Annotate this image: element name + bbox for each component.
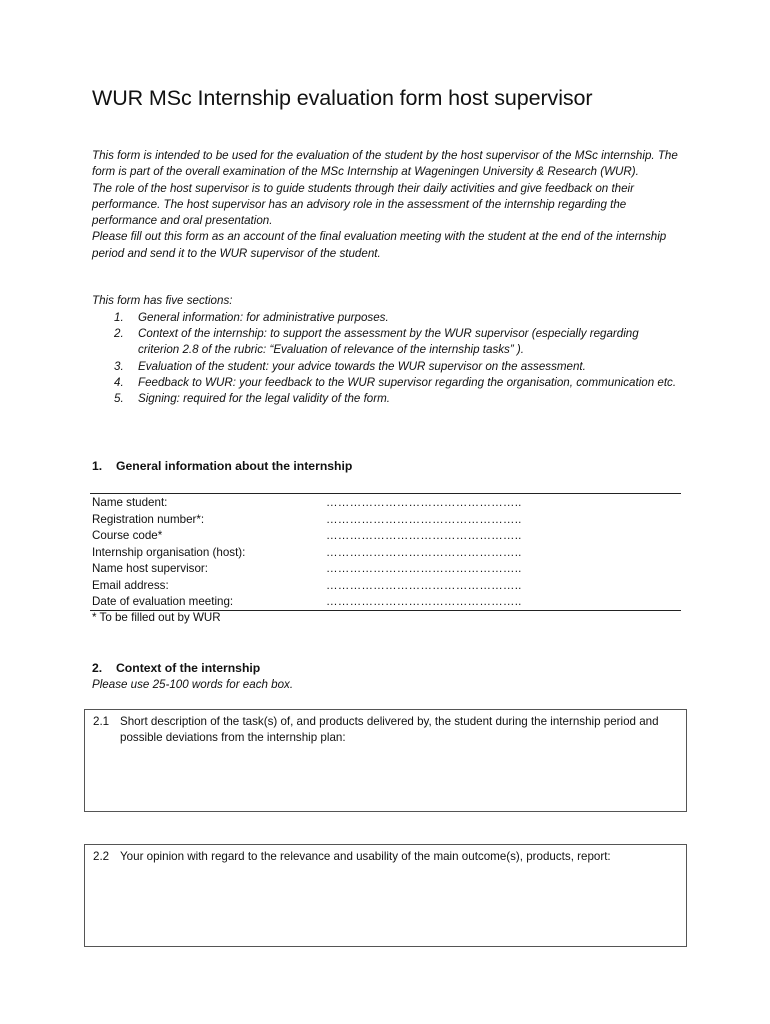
info-row-internship-organisation [92,545,682,561]
list-number: 3. [114,359,124,373]
list-number: 1. [114,311,124,324]
sections-list [92,310,682,407]
list-item [92,326,682,358]
list-number: 2. [114,327,124,341]
question-number: 2.2 [93,850,110,863]
info-row-evaluation-date [92,594,682,610]
field-label: Internship organisation (host): [92,545,246,559]
intro-paragraph: Please fill out this form as an account of the final evaluation meeting with the student at the end of the internship period and send it to the WUR supervisor of the student. [92,230,667,260]
info-row-host-supervisor [92,561,682,577]
list-text: Feedback to WUR: your feedback to the WUR supervisor regarding the organisation, communication etc. [138,375,677,389]
answer-box-2-2[interactable] [84,844,687,947]
list-item [92,391,682,407]
field-label: Course code* [92,529,163,542]
sections-heading: This form has five sections: [92,294,233,307]
field-label: Registration number*: [92,512,205,526]
email-field[interactable]: ………………………………………….. [326,578,522,592]
field-label: Email address: [92,578,169,592]
section-2-heading [92,661,260,675]
list-text: General information: for administrative purposes. [138,311,389,324]
field-label: Date of evaluation meeting: [92,595,234,608]
section-title: General information about the internship [116,459,353,473]
footnote: * To be filled out by WUR [92,611,221,624]
question-text: Your opinion with regard to the relevance and usability of the main outcome(s), products, report: [120,850,611,863]
intro-text [92,148,682,262]
field-label: Name host supervisor: [92,562,208,575]
host-supervisor-field[interactable]: ………………………………………….. [326,562,522,575]
section-number: 1. [92,459,103,473]
section-number: 2. [92,661,103,675]
question-2-2 [93,849,678,865]
internship-organisation-field[interactable]: ………………………………………….. [326,545,522,559]
question-text: Short description of the task(s) of, and products delivered by, the student during the internship period and possible deviations from the internship plan: [120,715,659,745]
info-row-email [92,578,682,594]
question-number: 2.1 [93,715,110,728]
intro-paragraph: The role of the host supervisor is to guide students through their daily activities and give feedback on their performance. The host supervisor has an advisory role in the assessment of the internship regarding the performance and oral presentation. [92,181,634,228]
general-info-table [90,493,681,611]
info-row-course-code [92,528,682,544]
answer-box-2-1[interactable] [84,709,687,812]
section-title: Context of the internship [116,661,261,675]
field-label: Name student: [92,496,168,509]
word-count-note: Please use 25-100 words for each box. [92,678,294,691]
list-text: Context of the internship: to support the assessment by the WUR supervisor (especially regarding criterion 2.8 of the rubric: “Evaluation of relevance of the internship tasks” ). [138,327,639,357]
intro-paragraph: This form is intended to be used for the evaluation of the student by the host supervisor of the MSc internship. The form is part of the overall examination of the MSc Internship at Wageningen University & Research (WUR). [92,149,678,179]
info-row-registration-number [92,512,682,528]
evaluation-date-field[interactable]: ………………………………………….. [326,595,522,608]
list-item [92,310,682,326]
info-row-name-student [92,495,682,511]
course-code-field[interactable]: ………………………………………….. [326,529,522,542]
question-2-1 [93,714,678,747]
list-text: Signing: required for the legal validity of the form. [138,392,390,406]
name-student-field[interactable]: ………………………………………….. [326,496,522,509]
list-text: Evaluation of the student: your advice towards the WUR supervisor on the assessment. [138,359,586,373]
registration-number-field[interactable]: ………………………………………….. [326,512,522,526]
list-item [92,375,682,391]
list-number: 4. [114,375,124,389]
list-number: 5. [114,392,124,406]
section-1-heading [92,459,352,473]
page-title: WUR MSc Internship evaluation form host supervisor [92,86,593,110]
list-item [92,359,682,375]
